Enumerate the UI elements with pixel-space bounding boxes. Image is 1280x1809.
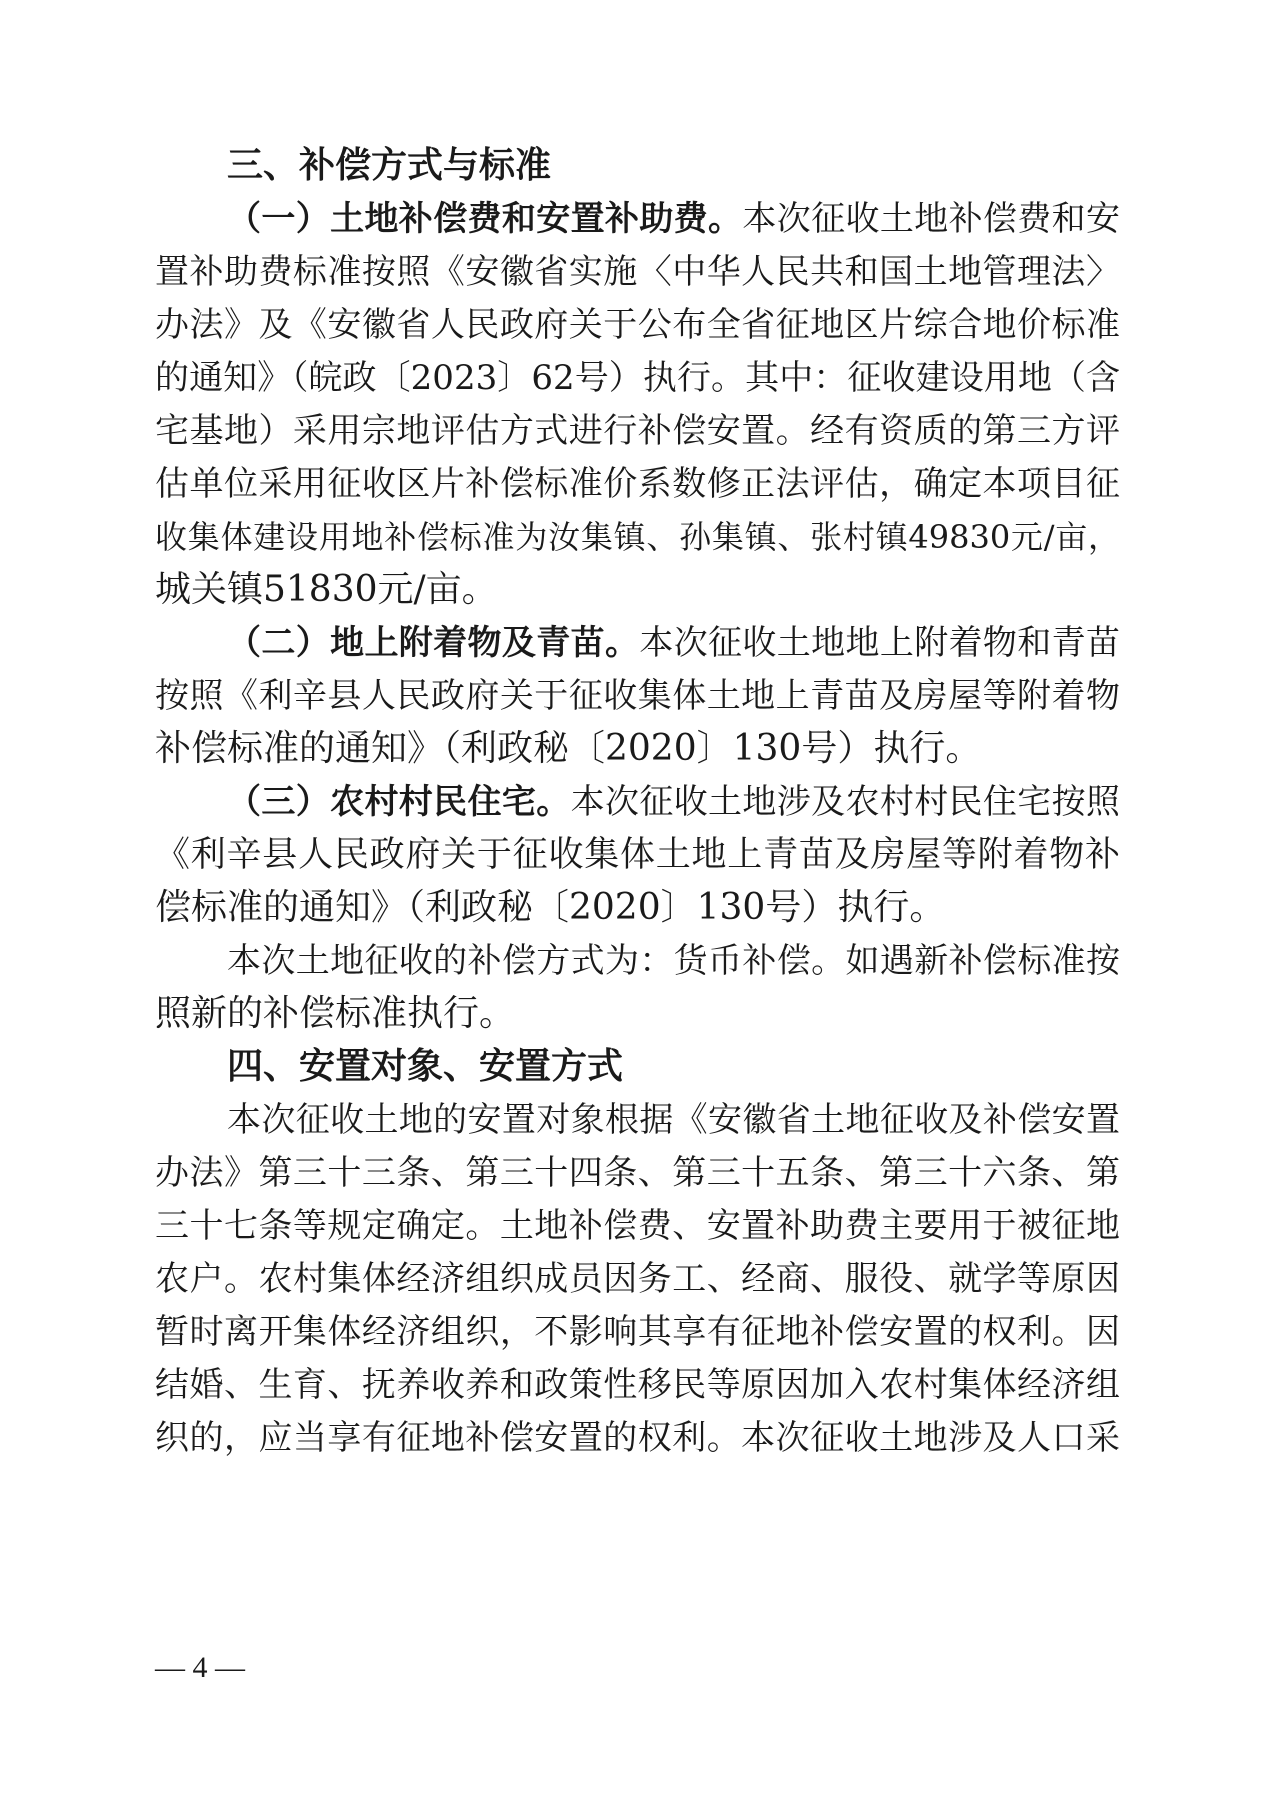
paragraph-1-line-1 xyxy=(227,195,1120,243)
paragraph-1-line-8: 城关镇51830元/亩。 xyxy=(155,569,498,610)
paragraph-1-line-3: 办法》及《安徽省人民政府关于公布全省征地区片综合地价标准 xyxy=(155,305,1120,345)
paragraph-5-line-6: 结婚、生育、抚养收养和政策性移民等原因加入农村集体经济组 xyxy=(155,1365,1120,1405)
paragraph-1-line-7: 收集体建设用地补偿标准为汝集镇、孙集镇、张村镇49830元/亩， xyxy=(155,518,1120,556)
paragraph-5-line-2: 办法》第三十三条、第三十四条、第三十五条、第三十六条、第 xyxy=(155,1153,1120,1193)
paragraph-3-line-3: 偿标准的通知》（利政秘〔2020〕130号）执行。 xyxy=(155,887,946,928)
paragraph-3-label: （三）农村村民住宅。 xyxy=(227,782,571,822)
paragraph-2-line-3: 补偿标准的通知》（利政秘〔2020〕130号）执行。 xyxy=(155,728,982,769)
section-heading-4: 四、安置对象、安置方式 xyxy=(227,1046,624,1087)
paragraph-3-line-1 xyxy=(227,778,1120,826)
paragraph-1-line-4: 的通知》（皖政〔2023〕62号）执行。其中：征收建设用地（含 xyxy=(155,358,1120,398)
paragraph-1-text: 本次征收土地补偿费和安 xyxy=(742,199,1121,239)
paragraph-2-line-2: 按照《利辛县人民政府关于征收集体土地上青苗及房屋等附着物 xyxy=(155,676,1120,716)
paragraph-5-line-4: 农户。农村集体经济组织成员因务工、经商、服役、就学等原因 xyxy=(155,1259,1120,1299)
paragraph-1-line-6: 估单位采用征收区片补偿标准价系数修正法评估，确定本项目征 xyxy=(155,464,1120,504)
paragraph-2-text: 本次征收土地地上附着物和青苗 xyxy=(639,623,1121,663)
paragraph-4-line-2: 照新的补偿标准执行。 xyxy=(155,993,516,1034)
paragraph-3-line-2: 《利辛县人民政府关于征收集体土地上青苗及房屋等附着物补 xyxy=(155,835,1120,875)
paragraph-1-label: （一）土地补偿费和安置补助费。 xyxy=(227,199,743,239)
paragraph-1-line-2: 置补助费标准按照《安徽省实施〈中华人民共和国土地管理法〉 xyxy=(155,252,1120,292)
paragraph-5-line-3: 三十七条等规定确定。土地补偿费、安置补助费主要用于被征地 xyxy=(155,1206,1120,1246)
page-number: — 4 — xyxy=(155,1651,245,1684)
paragraph-5-line-5: 暂时离开集体经济组织，不影响其享有征地补偿安置的权利。因 xyxy=(155,1312,1120,1352)
paragraph-4-line-1: 本次土地征收的补偿方式为：货币补偿。如遇新补偿标准按 xyxy=(227,941,1120,981)
paragraph-5-line-1: 本次征收土地的安置对象根据《安徽省土地征收及补偿安置 xyxy=(227,1100,1120,1140)
paragraph-2-line-1 xyxy=(227,619,1120,667)
paragraph-5-line-7: 织的，应当享有征地补偿安置的权利。本次征收土地涉及人口采 xyxy=(155,1418,1120,1458)
paragraph-1-line-5: 宅基地）采用宗地评估方式进行补偿安置。经有资质的第三方评 xyxy=(155,411,1120,451)
section-heading-3: 三、补偿方式与标准 xyxy=(227,145,552,186)
paragraph-3-text: 本次征收土地涉及农村村民住宅按照 xyxy=(570,782,1121,822)
paragraph-2-label: （二）地上附着物及青苗。 xyxy=(227,623,640,663)
